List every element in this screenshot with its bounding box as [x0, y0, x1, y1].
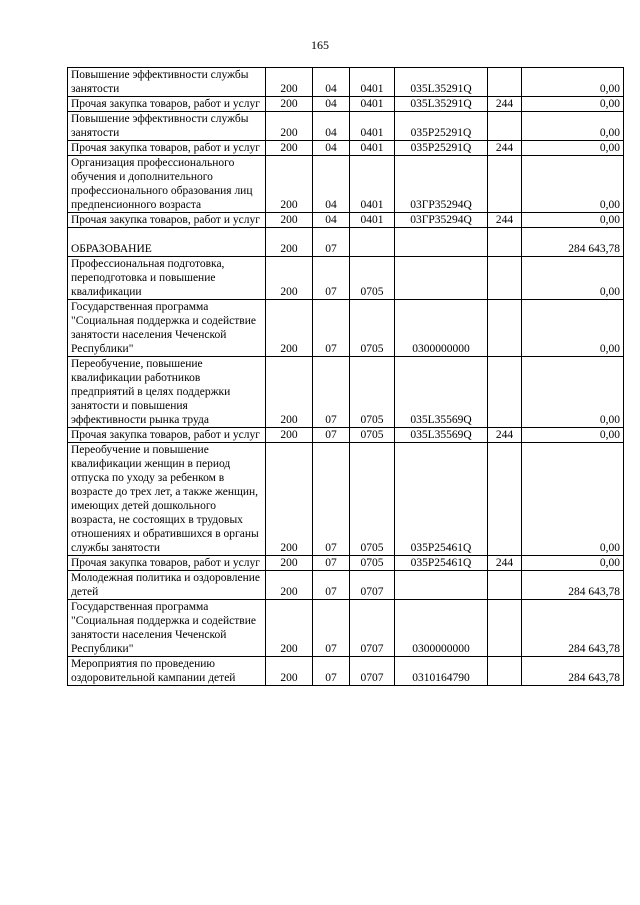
- row-section-code: 07: [313, 571, 350, 600]
- row-amount: 284 643,78: [522, 600, 624, 657]
- row-expense-type: [488, 357, 522, 428]
- row-subsection-code: 0707: [350, 600, 395, 657]
- row-subsection-code: 0401: [350, 213, 395, 228]
- row-expense-type: [488, 443, 522, 556]
- row-target-article: 03ГР35294Q: [395, 213, 488, 228]
- row-amount: 0,00: [522, 357, 624, 428]
- table-row: [68, 657, 624, 686]
- row-name: Прочая закупка товаров, работ и услуг: [68, 556, 266, 571]
- row-expense-type: [488, 112, 522, 141]
- row-gr-code: 200: [266, 112, 313, 141]
- page-number: 165: [311, 38, 329, 52]
- row-target-article: 03ГР35294Q: [395, 156, 488, 213]
- row-expense-type: 244: [488, 97, 522, 112]
- row-expense-type: [488, 68, 522, 97]
- row-amount: 0,00: [522, 300, 624, 357]
- row-name: ОБРАЗОВАНИЕ: [68, 228, 266, 257]
- row-name: Профессиональная подготовка, переподготовка и повышение квалификации: [68, 257, 266, 300]
- row-target-article: 035L35291Q: [395, 68, 488, 97]
- row-gr-code: 200: [266, 357, 313, 428]
- row-gr-code: 200: [266, 68, 313, 97]
- row-name: Прочая закупка товаров, работ и услуг: [68, 428, 266, 443]
- row-subsection-code: 0707: [350, 571, 395, 600]
- row-section-code: 04: [313, 97, 350, 112]
- row-name: Повышение эффективности службы занятости: [68, 112, 266, 141]
- table-row: [68, 213, 624, 228]
- row-section-code: 07: [313, 300, 350, 357]
- row-subsection-code: 0401: [350, 112, 395, 141]
- row-target-article: 035P25461Q: [395, 443, 488, 556]
- row-gr-code: 200: [266, 428, 313, 443]
- table-row: [68, 97, 624, 112]
- table-row: [68, 357, 624, 428]
- row-subsection-code: 0401: [350, 156, 395, 213]
- row-subsection-code: 0401: [350, 141, 395, 156]
- row-name: Организация профессионального обучения и дополнительного профессионального образования лиц предпенсионного возраста: [68, 156, 266, 213]
- row-amount: 0,00: [522, 112, 624, 141]
- row-name: Переобучение и повышение квалификации женщин в период отпуска по уходу за ребенком в возрасте до трех лет, а также женщин, имеющих детей дошкольного возраста, не состоящих в трудовых отношениях и обратившихся в органы службы занятости: [68, 443, 266, 556]
- row-name: Повышение эффективности службы занятости: [68, 68, 266, 97]
- row-expense-type: [488, 657, 522, 686]
- table-row: [68, 571, 624, 600]
- row-amount: 0,00: [522, 68, 624, 97]
- row-section-code: 04: [313, 68, 350, 97]
- row-expense-type: [488, 228, 522, 257]
- row-target-article: 0300000000: [395, 600, 488, 657]
- row-subsection-code: 0705: [350, 257, 395, 300]
- row-name: Мероприятия по проведению оздоровительной кампании детей: [68, 657, 266, 686]
- row-subsection-code: 0705: [350, 428, 395, 443]
- row-section-code: 04: [313, 213, 350, 228]
- row-expense-type: [488, 571, 522, 600]
- row-gr-code: 200: [266, 657, 313, 686]
- row-target-article: 035P25461Q: [395, 556, 488, 571]
- row-amount: 0,00: [522, 97, 624, 112]
- row-gr-code: 200: [266, 213, 313, 228]
- table-row: [68, 68, 624, 97]
- row-target-article: [395, 228, 488, 257]
- row-section-code: 07: [313, 257, 350, 300]
- row-name: Государственная программа "Социальная поддержка и содействие занятости населения Чеченской Республики": [68, 600, 266, 657]
- table-row: [68, 112, 624, 141]
- row-expense-type: [488, 257, 522, 300]
- row-amount: 284 643,78: [522, 657, 624, 686]
- table-row: [68, 156, 624, 213]
- row-expense-type: 244: [488, 213, 522, 228]
- row-section-code: 07: [313, 443, 350, 556]
- row-section-code: 07: [313, 600, 350, 657]
- row-gr-code: 200: [266, 571, 313, 600]
- row-expense-type: [488, 600, 522, 657]
- row-target-article: 0310164790: [395, 657, 488, 686]
- table-row: [68, 257, 624, 300]
- table-row: [68, 556, 624, 571]
- row-gr-code: 200: [266, 141, 313, 156]
- row-gr-code: 200: [266, 97, 313, 112]
- row-amount: 0,00: [522, 213, 624, 228]
- row-expense-type: [488, 300, 522, 357]
- row-amount: 0,00: [522, 156, 624, 213]
- row-gr-code: 200: [266, 300, 313, 357]
- row-section-code: 04: [313, 141, 350, 156]
- row-subsection-code: 0705: [350, 357, 395, 428]
- row-subsection-code: 0401: [350, 97, 395, 112]
- row-amount: 0,00: [522, 556, 624, 571]
- row-subsection-code: 0401: [350, 68, 395, 97]
- row-subsection-code: 0705: [350, 556, 395, 571]
- row-gr-code: 200: [266, 156, 313, 213]
- table-row: [68, 141, 624, 156]
- row-amount: 0,00: [522, 141, 624, 156]
- row-expense-type: 244: [488, 141, 522, 156]
- row-target-article: 035L35291Q: [395, 97, 488, 112]
- row-expense-type: [488, 156, 522, 213]
- row-target-article: [395, 571, 488, 600]
- row-gr-code: 200: [266, 443, 313, 556]
- row-name: Прочая закупка товаров, работ и услуг: [68, 141, 266, 156]
- row-subsection-code: 0707: [350, 657, 395, 686]
- row-expense-type: 244: [488, 428, 522, 443]
- row-section-code: 04: [313, 156, 350, 213]
- row-subsection-code: 0705: [350, 443, 395, 556]
- row-target-article: 0300000000: [395, 300, 488, 357]
- row-name: Переобучение, повышение квалификации работников предприятий в целях поддержки занятости и повышения эффективности рынка труда: [68, 357, 266, 428]
- row-gr-code: 200: [266, 257, 313, 300]
- table-row: [68, 428, 624, 443]
- row-amount: 0,00: [522, 443, 624, 556]
- row-name: Прочая закупка товаров, работ и услуг: [68, 97, 266, 112]
- table-row: [68, 443, 624, 556]
- row-name: Государственная программа "Социальная поддержка и содействие занятости населения Чеченской Республики": [68, 300, 266, 357]
- budget-table: [67, 67, 624, 686]
- row-target-article: [395, 257, 488, 300]
- budget-table-body: [68, 68, 624, 686]
- table-row: [68, 228, 624, 257]
- row-name: Молодежная политика и оздоровление детей: [68, 571, 266, 600]
- row-section-code: 07: [313, 357, 350, 428]
- row-gr-code: 200: [266, 600, 313, 657]
- row-gr-code: 200: [266, 228, 313, 257]
- row-amount: 284 643,78: [522, 228, 624, 257]
- row-section-code: 07: [313, 556, 350, 571]
- row-target-article: 035L35569Q: [395, 357, 488, 428]
- row-target-article: 035L35569Q: [395, 428, 488, 443]
- row-section-code: 07: [313, 428, 350, 443]
- row-section-code: 07: [313, 657, 350, 686]
- table-row: [68, 600, 624, 657]
- row-section-code: 04: [313, 112, 350, 141]
- row-subsection-code: 0705: [350, 300, 395, 357]
- row-section-code: 07: [313, 228, 350, 257]
- row-gr-code: 200: [266, 556, 313, 571]
- row-target-article: 035P25291Q: [395, 141, 488, 156]
- row-target-article: 035P25291Q: [395, 112, 488, 141]
- row-expense-type: 244: [488, 556, 522, 571]
- row-subsection-code: [350, 228, 395, 257]
- row-amount: 284 643,78: [522, 571, 624, 600]
- row-amount: 0,00: [522, 428, 624, 443]
- table-row: [68, 300, 624, 357]
- row-name: Прочая закупка товаров, работ и услуг: [68, 213, 266, 228]
- row-amount: 0,00: [522, 257, 624, 300]
